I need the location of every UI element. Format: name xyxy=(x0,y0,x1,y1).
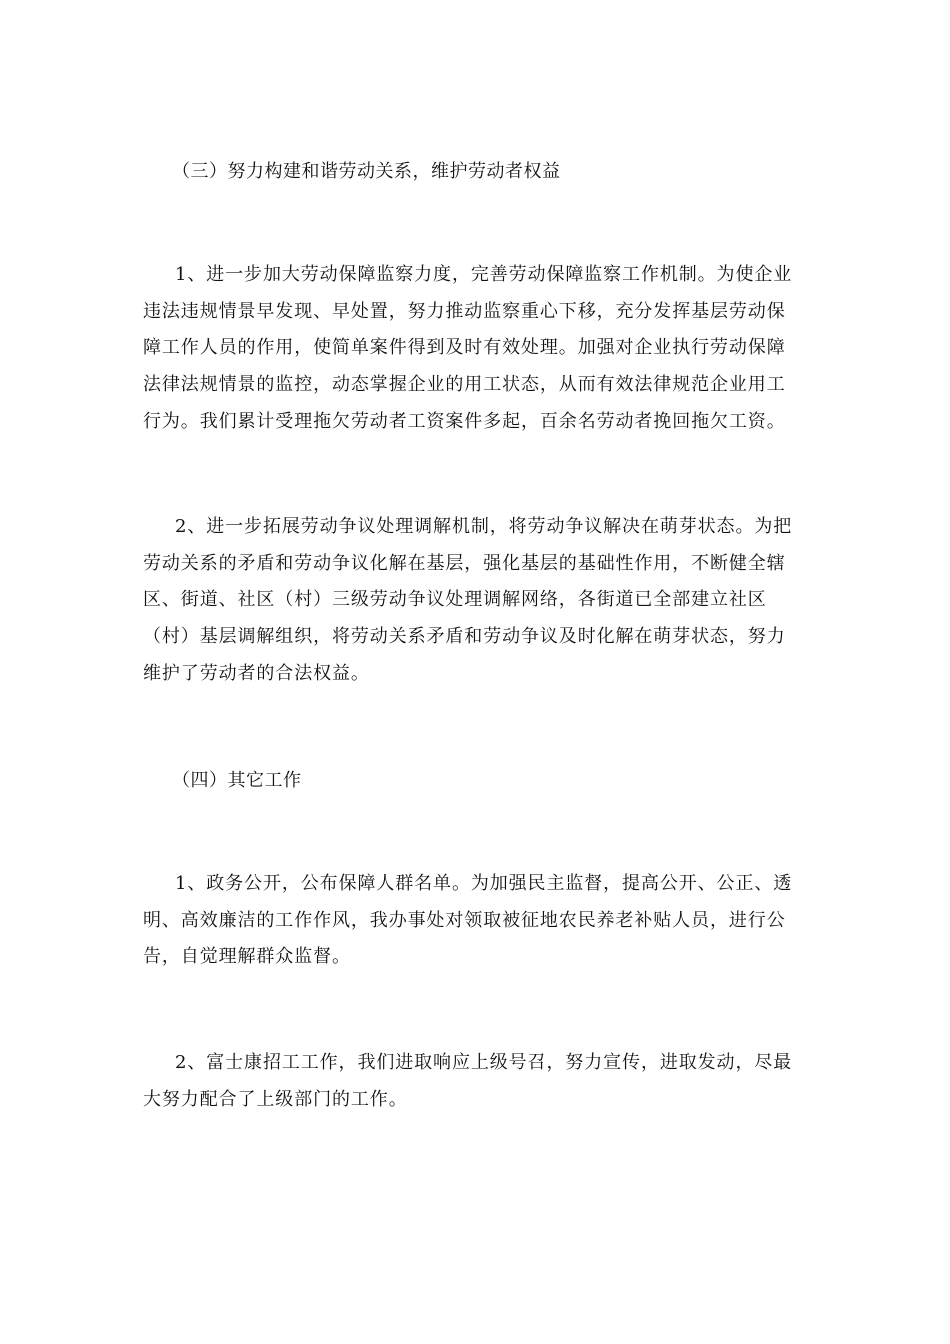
paragraph-line: 大努力配合了上级部门的工作。 xyxy=(143,1088,408,1110)
paragraph-line: 1、进一步加大劳动保障监察力度，完善劳动保障监察工作机制。为使企业 xyxy=(175,264,793,285)
paragraph-line: 法律法规情景的监控，动态掌握企业的用工状态，从而有效法律规范企业用工 xyxy=(143,374,786,396)
section-heading-4: （四）其它工作 xyxy=(172,770,302,791)
paragraph-line: 区、街道、社区（村）三级劳动争议处理调解网络，各街道已全部建立社区 xyxy=(143,589,767,611)
paragraph-line: 维护了劳动者的合法权益。 xyxy=(143,662,370,684)
paragraph-line: 劳动关系的矛盾和劳动争议化解在基层，强化基层的基础性作用，不断健全辖 xyxy=(143,552,786,574)
paragraph-line: 1、政务公开，公布保障人群名单。为加强民主监督，提高公开、公正、透 xyxy=(175,873,793,894)
paragraph-line: 2、富士康招工工作，我们进取响应上级号召，努力宣传，进取发动，尽最 xyxy=(175,1052,793,1073)
section-heading-3: （三）努力构建和谐劳动关系，维护劳动者权益 xyxy=(172,161,561,182)
paragraph-line: 告，自觉理解群众监督。 xyxy=(143,946,351,968)
paragraph-line: 违法违规情景早发现、早处置，努力推动监察重心下移，充分发挥基层劳动保 xyxy=(143,300,786,322)
paragraph-line: 行为。我们累计受理拖欠劳动者工资案件多起，百余名劳动者挽回拖欠工资。 xyxy=(143,410,786,432)
paragraph-3-1 xyxy=(143,257,803,441)
paragraph-4-2 xyxy=(143,1045,803,1118)
paragraph-4-1 xyxy=(143,866,803,976)
paragraph-line: 明、高效廉洁的工作作风，我办事处对领取被征地农民养老补贴人员，进行公 xyxy=(143,909,786,931)
paragraph-3-2 xyxy=(143,509,803,693)
paragraph-line: 障工作人员的作用，使简单案件得到及时有效处理。加强对企业执行劳动保障 xyxy=(143,337,786,359)
paragraph-line: （村）基层调解组织，将劳动关系矛盾和劳动争议及时化解在萌芽状态，努力 xyxy=(143,626,786,648)
paragraph-line: 2、进一步拓展劳动争议处理调解机制，将劳动争议解决在萌芽状态。为把 xyxy=(175,516,793,537)
